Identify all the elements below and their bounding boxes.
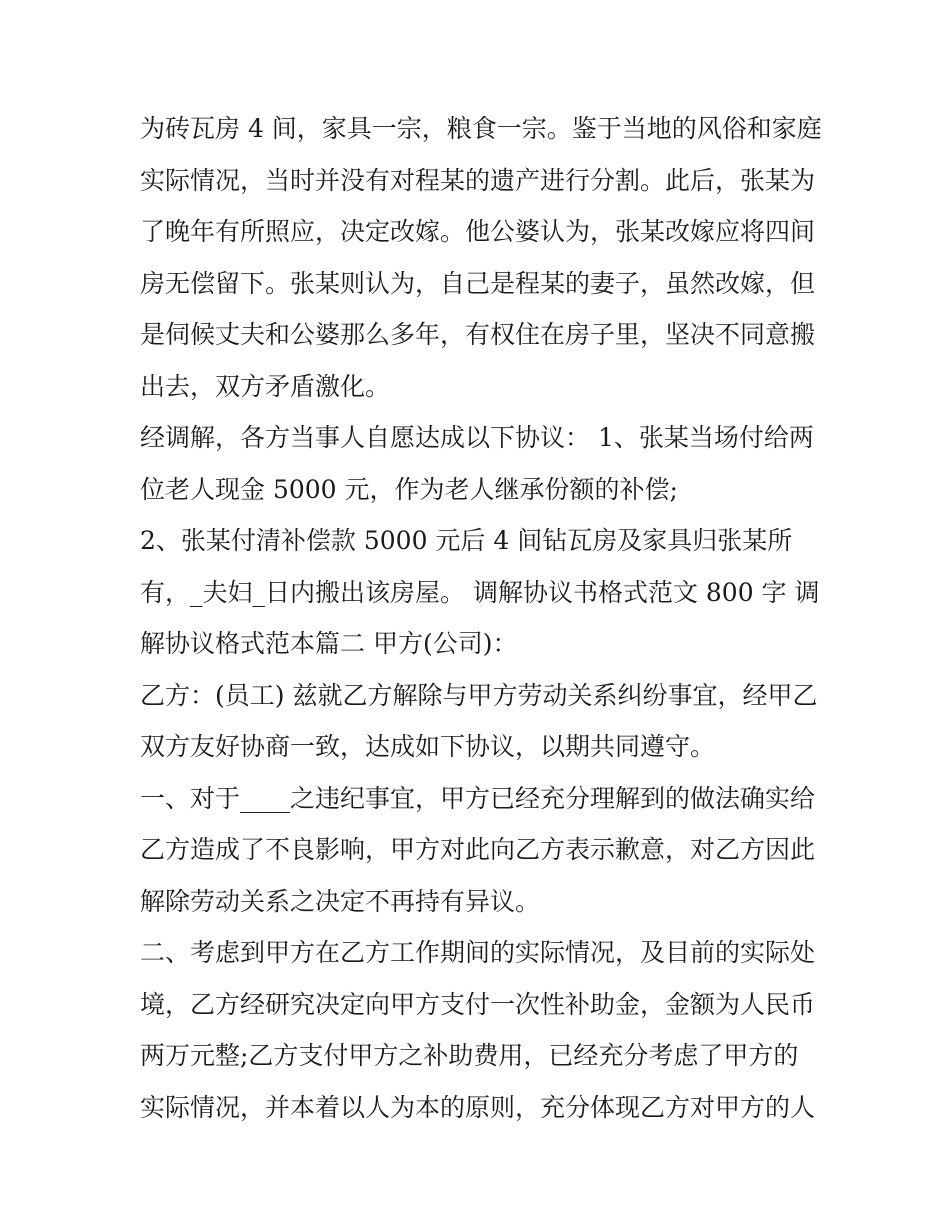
text-line: 了晚年有所照应，决定改嫁。他公婆认为，张某改嫁应将四间 <box>140 217 816 246</box>
text-line: 是伺候丈夫和公婆那么多年，有权住在房子里，坚决不同意搬 <box>140 320 816 349</box>
document-body <box>140 103 820 1133</box>
text-line: 实际情况，并本着以人为本的原则，充分体现乙方对甲方的人 <box>140 1092 816 1122</box>
text-line: 有，_夫妇_日内搬出该房屋。 调解协议书格式范文 800 字 调 <box>140 577 820 607</box>
text-line: 实际情况，当时并没有对程某的遗产进行分割。此后，张某为 <box>140 165 816 195</box>
text-line: 二、考虑到甲方在乙方工作期间的实际情况，及目前的实际处 <box>140 938 816 967</box>
text-line: 2、张某付清补偿款 5000 元后 4 间钻瓦房及家具归张某所 <box>140 526 793 555</box>
text-line: 乙方造成了不良影响，甲方对此向乙方表示歉意，对乙方因此 <box>140 835 816 864</box>
text-line: 出去，双方矛盾激化。 <box>140 371 391 401</box>
text-line: 境，乙方经研究决定向甲方支付一次性补助金，金额为人民币 <box>140 989 816 1019</box>
text-line: 两万元整;乙方支付甲方之补助费用，已经充分考虑了甲方的 <box>140 1041 799 1070</box>
text-line: 双方友好协商一致，达成如下协议，以期共同遵守。 <box>140 732 716 761</box>
text-line: 位老人现金 5000 元，作为老人继承份额的补偿; <box>140 474 678 504</box>
text-line: 乙方：(员工) 兹就乙方解除与甲方劳动关系纠纷事宜，经甲乙 <box>140 680 818 710</box>
text-line: 房无偿留下。张某则认为，自己是程某的妻子，虽然改嫁，但 <box>140 268 816 298</box>
text-line: 为砖瓦房 4 间，家具一宗，粮食一宗。鉴于当地的风俗和家庭 <box>140 114 822 143</box>
text-line: 解除劳动关系之决定不再持有异议。 <box>140 886 541 916</box>
text-line: 解协议格式范本篇二 甲方(公司)： <box>140 629 518 658</box>
text-line: 经调解，各方当事人自愿达成以下协议： 1、张某当场付给两 <box>140 423 814 452</box>
text-line: 一、对于____之违纪事宜，甲方已经充分理解到的做法确实给 <box>140 783 816 813</box>
